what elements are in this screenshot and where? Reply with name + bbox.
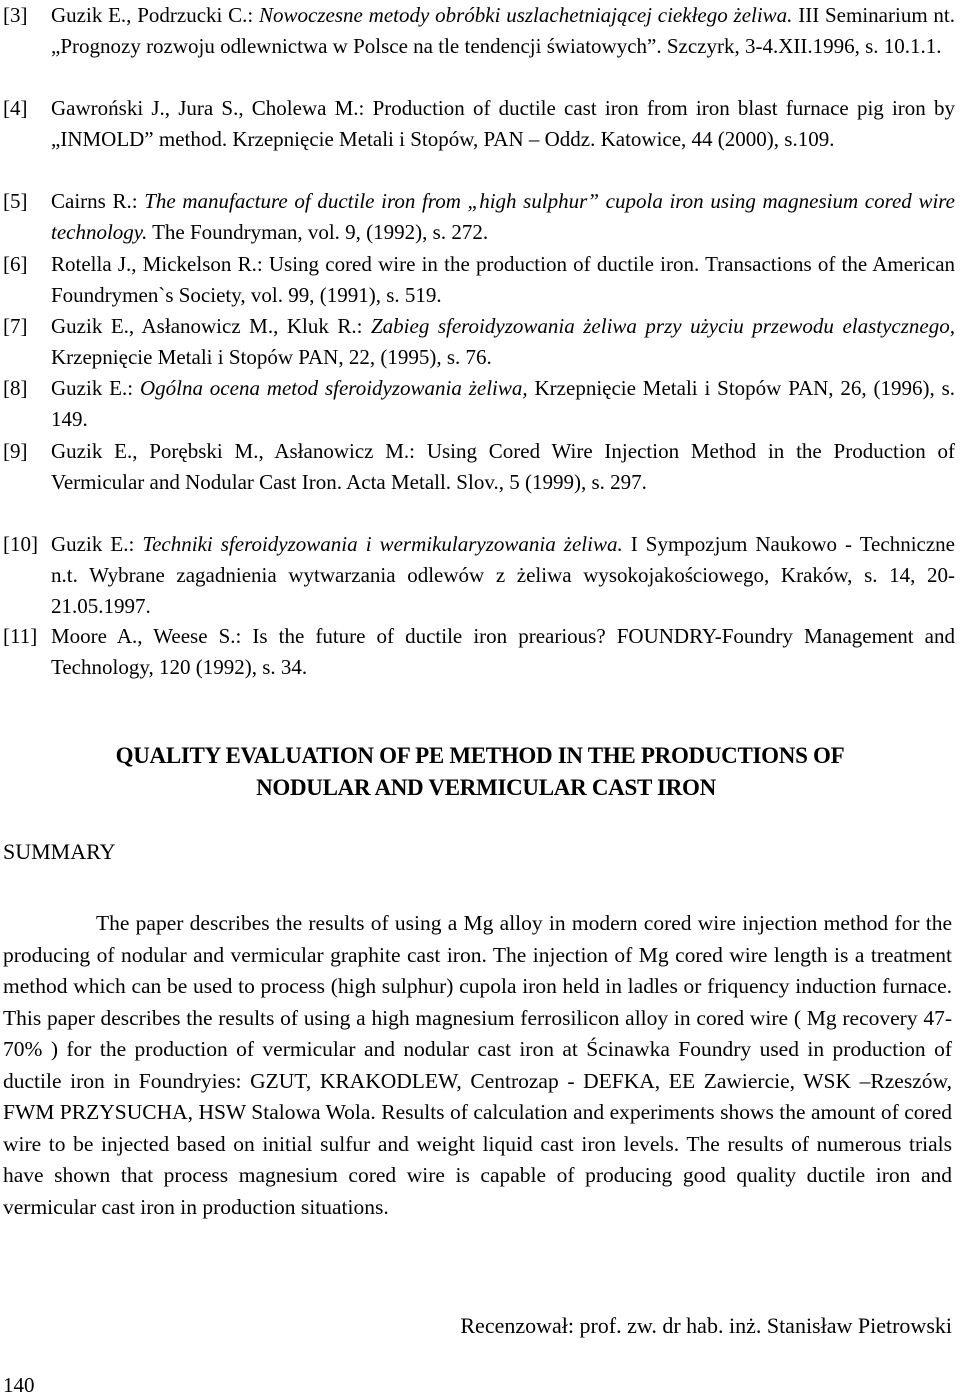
reference-authors: Cairns R.: xyxy=(51,189,138,213)
reference-source: I Sympozjum Naukowo - Techniczne n.t. Wybrane zagadnienia wytwarzania odlewów z żeliwa wysokojakościowego, Kraków, s. 14, 20-21.05.1997. xyxy=(51,532,955,618)
reference-title: Techniki sferoidyzowania i wermikularyzowania żeliwa. xyxy=(142,532,623,556)
reference-item xyxy=(0,311,955,373)
reference-authors: Guzik E., Asłanowicz M., Kluk R.: xyxy=(51,314,363,338)
reviewer-note: Recenzował: prof. zw. dr hab. inż. Stanisław Pietrowski xyxy=(460,1313,952,1338)
reference-title: Is the future of ductile iron prearious? xyxy=(252,624,606,648)
reference-item xyxy=(0,249,955,311)
reference-source: Acta Metall. Slov., 5 (1999), s. 297. xyxy=(346,470,647,494)
reference-item xyxy=(0,0,955,62)
page-number: 140 xyxy=(3,1373,35,1397)
reference-item xyxy=(0,529,955,622)
reference-item xyxy=(0,373,955,435)
reference-number: [4] xyxy=(3,96,28,120)
reference-authors: Guzik E., Podrzucki C.: xyxy=(51,3,254,27)
reference-item xyxy=(0,186,955,248)
reference-source: The Foundryman, vol. 9, (1992), s. 272. xyxy=(152,220,489,244)
reference-source: III Seminarium nt. „Prognozy rozwoju odlewnictwa w Polsce na tle tendencji światowych”. Szczyrk, 3-4.XII.1996, s. 10.1.1. xyxy=(51,3,956,58)
reference-authors: Guzik E.: xyxy=(51,532,135,556)
reference-item xyxy=(0,621,955,683)
reference-number: [7] xyxy=(3,314,28,338)
reference-source: Krzepnięcie Metali i Stopów, PAN – Oddz. Katowice, 44 (2000), s.109. xyxy=(232,127,835,151)
reference-source: Transactions of the American Foundrymen`s Society, vol. 99, (1991), s. 519. xyxy=(51,252,956,307)
reference-authors: Guzik E.: xyxy=(51,376,134,400)
reference-title: Using Cored Wire Injection Method in the Production of Vermicular and Nodular Cast Iron. xyxy=(51,439,955,494)
reference-number: [8] xyxy=(3,376,28,400)
reference-number: [3] xyxy=(3,3,28,27)
summary-heading: SUMMARY xyxy=(3,839,116,864)
reference-title: Production of ductile cast iron from iron blast furnace pig iron by „INMOLD” method. xyxy=(51,96,956,151)
reference-title: Ogólna ocena metod sferoidyzowania żeliwa, xyxy=(139,376,528,400)
reference-number: [9] xyxy=(3,439,28,463)
reference-number: [6] xyxy=(3,252,28,276)
reference-source: Krzepnięcie Metali i Stopów PAN, 22, (1995), s. 76. xyxy=(51,345,492,369)
reference-number: [5] xyxy=(3,189,28,213)
reference-authors: Moore A., Weese S.: xyxy=(51,624,242,648)
paper-title xyxy=(0,740,960,804)
abstract-paragraph: The paper describes the results of using a Mg alloy in modern cored wire injection method for the producing of nodular and vermicular graphite cast iron. The injection of Mg cored wire length is a treatment method which can be used to process (high sulphur) cupola iron held in ladles or friquency induction furnace. This paper describes the results of using a high magnesium ferrosilicon alloy in cored wire ( Mg recovery 47-70% ) for the production of vermicular and nodular cast iron at Ścinawka Foundry used in production of ductile iron in Foundryies: GZUT, KRAKODLEW, Centrozap - DEFKA, EE Zawiercie, WSK –Rzeszów, FWM PRZYSUCHA, HSW Stalowa Wola. Results of calculation and experiments shows the amount of cored wire to be injected based on initial sulfur and weight liquid cast iron levels. The results of numerous trials have shown that process magnesium cored wire is capable of producing good quality ductile iron and vermicular cast iron in production situations. xyxy=(3,911,952,1219)
reference-source: FOUNDRY-Foundry Management and Technology, 120 (1992), s. 34. xyxy=(51,624,955,679)
reference-title: The manufacture of ductile iron from „high sulphur” cupola iron using magnesium cored wire technology. xyxy=(51,189,955,244)
reference-title: Using cored wire in the production of ductile iron. xyxy=(268,252,700,276)
reference-item xyxy=(0,93,955,155)
reference-authors: Rotella J., Mickelson R.: xyxy=(51,252,263,276)
reference-title: Zabieg sferoidyzowania żeliwa przy użyciu przewodu elastycznego, xyxy=(370,314,955,338)
reference-authors: Gawroński J., Jura S., Cholewa M.: xyxy=(51,96,365,120)
reference-item xyxy=(0,436,955,498)
reference-number: [10] xyxy=(3,532,38,556)
paper-title-line-1: QUALITY EVALUATION OF PE METHOD IN THE PRODUCTIONS OF xyxy=(115,743,845,768)
reference-authors: Guzik E., Porębski M., Asłanowicz M.: xyxy=(51,439,416,463)
paper-title-line-2: NODULAR AND VERMICULAR CAST IRON xyxy=(256,775,716,800)
reference-source: Krzepnięcie Metali i Stopów PAN, 26, (1996), s. 149. xyxy=(51,376,956,431)
reference-number: [11] xyxy=(3,624,38,648)
reference-title: Nowoczesne metody obróbki uszlachetniającej ciekłego żeliwa. xyxy=(259,3,793,27)
